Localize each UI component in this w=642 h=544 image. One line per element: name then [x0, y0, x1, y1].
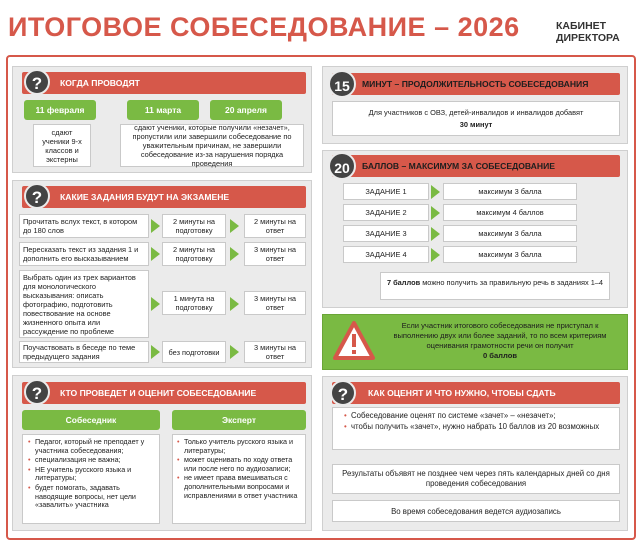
task-2-prep: 2 минуты на подготовку	[162, 242, 226, 266]
points-max-4: максимум 3 балла	[443, 246, 577, 263]
points-task-1: ЗАДАНИЕ 1	[343, 183, 429, 200]
brand-line-1: КАБИНЕТ	[556, 20, 607, 32]
arrow-icon	[151, 247, 160, 261]
arrow-icon	[431, 206, 440, 220]
task-1-prep: 2 минуты на подготовку	[162, 214, 226, 238]
list-item: • не имеет права вмешиваться с дополнительными вопросами и исправлениями в ответ участника	[177, 474, 303, 500]
points-task-4: ЗАДАНИЕ 4	[343, 246, 429, 263]
duration-extra: 30 минут	[459, 120, 493, 129]
task-4-answer: 3 минуты на ответ	[244, 341, 306, 363]
page-title: ИТОГОВОЕ СОБЕСЕДОВАНИЕ – 2026	[8, 12, 520, 42]
interviewer-label: Собеседник	[22, 410, 160, 430]
arrow-icon	[230, 219, 239, 233]
task-3-answer: 3 минуты на ответ	[244, 291, 306, 315]
brand-line-2: ДИРЕКТОРА	[556, 32, 620, 44]
when-header: КОГДА ПРОВОДЯТ	[22, 72, 306, 94]
points-number: 20	[328, 152, 356, 180]
duration-note-box	[332, 101, 620, 136]
grading-list	[344, 411, 614, 433]
warning-score: 0 баллов	[482, 351, 518, 360]
tasks-header: КАКИЕ ЗАДАНИЯ БУДУТ НА ЭКЗАМЕНЕ	[22, 186, 306, 208]
list-item: • Собеседование оценят по системе «зачет» – «незачет»;	[344, 411, 614, 421]
list-item: • чтобы получить «зачет», нужно набрать 10 баллов из 20 возможных	[344, 422, 614, 432]
who-header: КТО ПРОВЕДЕТ И ОЦЕНИТ СОБЕСЕДОВАНИЕ	[22, 382, 306, 404]
expert-label: Эксперт	[172, 410, 306, 430]
warning-text: Если участник итогового собеседования не приступал к выполнению двух или более заданий, то по всем критериям оценивания грамотности речи он получит	[393, 321, 607, 350]
date-button-1: 11 февраля	[24, 100, 96, 120]
task-1-answer: 2 минуты на ответ	[244, 214, 306, 238]
question-icon: ?	[24, 69, 50, 95]
list-item: • специализация не важна;	[28, 456, 156, 465]
audio-text: Во время собеседования ведется аудиозапись	[332, 500, 620, 522]
task-1-text: Прочитать вслух текст, в котором до 180 слов	[19, 214, 149, 238]
duration-header: МИНУТ – ПРОДОЛЖИТЕЛЬНОСТЬ СОБЕСЕДОВАНИЯ	[332, 73, 620, 95]
arrow-icon	[230, 345, 239, 359]
grading-header: КАК ОЦЕНЯТ И ЧТО НУЖНО, ЧТОБЫ СДАТЬ	[332, 382, 620, 404]
arrow-icon	[151, 345, 160, 359]
points-max-3: максимум 3 балла	[443, 225, 577, 242]
points-bonus-bold: 7 баллов	[386, 278, 421, 287]
duration-number: 15	[328, 70, 356, 98]
arrow-icon	[431, 248, 440, 262]
task-3-prep: 1 минута на подготовку	[162, 291, 226, 315]
arrow-icon	[431, 227, 440, 241]
question-icon: ?	[330, 380, 356, 406]
list-item: • Только учитель русского языка и литературы;	[177, 438, 303, 455]
list-item: • НЕ учитель русского языка и литературы;	[28, 466, 156, 483]
task-4-prep: без подготовки	[162, 341, 226, 363]
second-group-text: сдают ученики, которые получили «незачет», пропустили или завершили собеседование по уважительным причинам, не завершили собеседование из-за нарушения порядка проведения	[120, 124, 304, 167]
date-button-2: 11 марта	[127, 100, 199, 120]
points-max-1: максимум 3 балла	[443, 183, 577, 200]
brand-logo	[556, 20, 620, 44]
question-icon: ?	[24, 183, 50, 209]
task-4-text: Поучаствовать в беседе по теме предыдущего задания	[19, 341, 149, 363]
points-task-2: ЗАДАНИЕ 2	[343, 204, 429, 221]
interviewer-list	[28, 438, 156, 511]
date-button-3: 20 апреля	[210, 100, 282, 120]
question-icon: ?	[24, 379, 50, 405]
arrow-icon	[151, 219, 160, 233]
results-text: Результаты объявят не позднее чем через пять календарных дней со дня проведения собеседования	[332, 464, 620, 494]
task-3-text: Выбрать один из трех вариантов для монологического высказывания: описать фотографию, подготовить повествование на основе жизненного опыта или рассуждение по проблеме	[19, 270, 149, 338]
warning-text-block	[380, 321, 620, 361]
task-2-answer: 3 минуты на ответ	[244, 242, 306, 266]
points-bonus-text: можно получить за правильную речь в заданиях 1–4	[422, 278, 604, 287]
list-item: • будет помогать, задавать наводящие вопросы, нет цели «завалить» участника	[28, 484, 156, 510]
first-group-text: сдают ученики 9-х классов и экстерны	[33, 124, 91, 167]
arrow-icon	[230, 297, 239, 311]
points-header: БАЛЛОВ – МАКСИМУМ ЗА СОБЕСЕДОВАНИЕ	[332, 155, 620, 177]
list-item: • Педагог, который не преподает у участника собеседования;	[28, 438, 156, 455]
warning-icon	[332, 320, 376, 362]
arrow-icon	[431, 185, 440, 199]
task-2-text: Пересказать текст из задания 1 и дополнить его высказыванием	[19, 242, 149, 266]
points-bonus-box	[380, 272, 610, 300]
expert-list	[177, 438, 303, 501]
arrow-icon	[151, 297, 160, 311]
list-item: • может оценивать по ходу ответа или после него по аудиозаписи;	[177, 456, 303, 473]
arrow-icon	[230, 247, 239, 261]
points-task-3: ЗАДАНИЕ 3	[343, 225, 429, 242]
points-max-2: максимум 4 баллов	[443, 204, 577, 221]
duration-note: Для участников с ОВЗ, детей-инвалидов и инвалидов добавят	[368, 108, 584, 117]
